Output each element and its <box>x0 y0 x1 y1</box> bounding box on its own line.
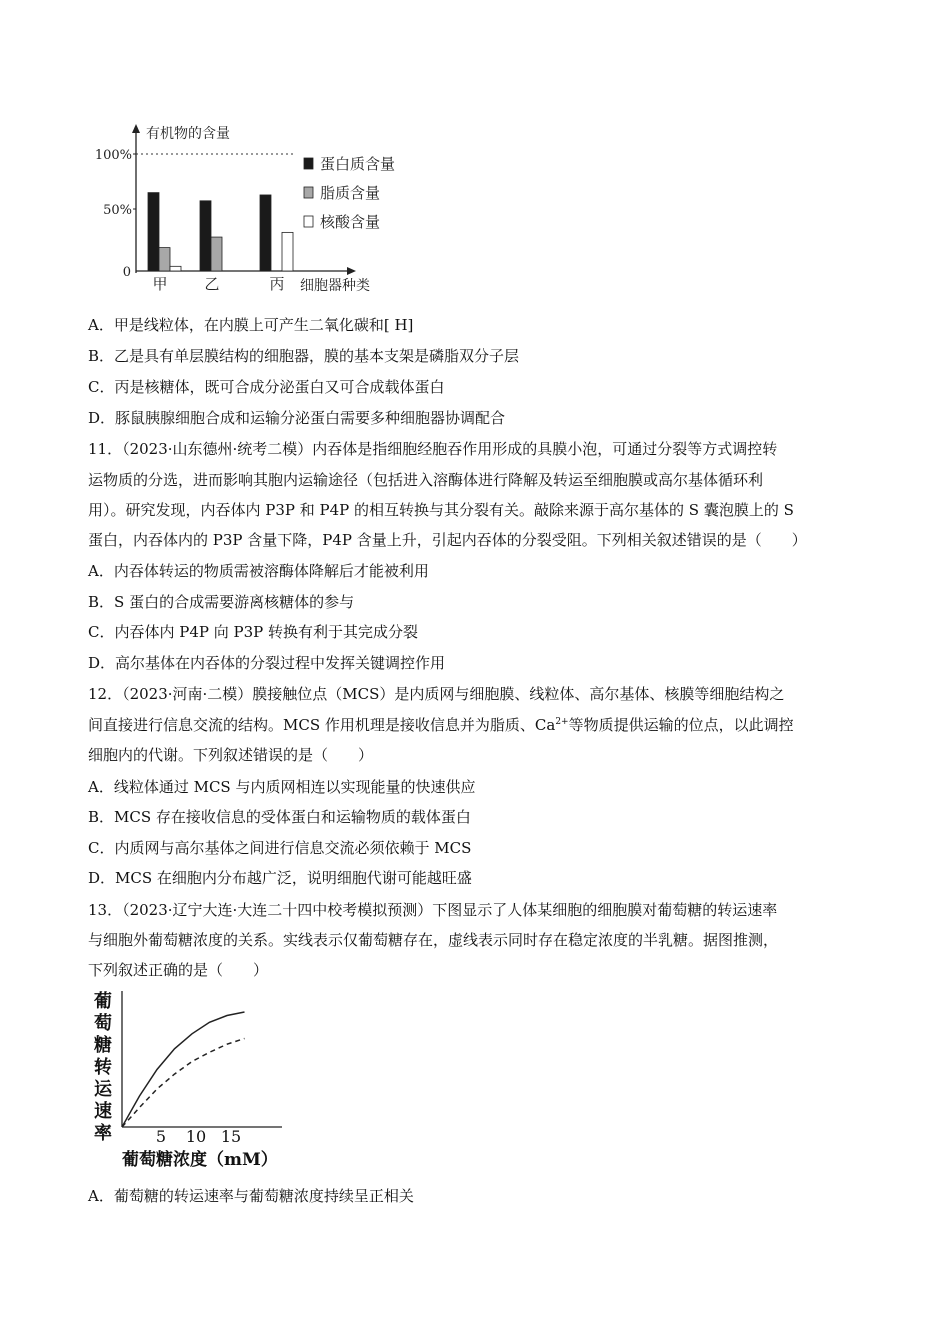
bar-2-0 <box>260 195 271 271</box>
q11-option-d: D．高尔基体在内吞体的分裂过程中发挥关键调控作用 <box>88 654 446 672</box>
q12-option-a: A．线粒体通过 MCS 与内质网相连以实现能量的快速供应 <box>88 778 476 796</box>
q11-stem-line4: 蛋白，内吞体内的 P3P 含量下降，P4P 含量上升，引起内吞体的分裂受阻。下列相关叙述错误的是（ ） <box>88 531 807 549</box>
calcium-charge: 2+ <box>555 717 569 727</box>
q10-option-c: C．丙是核糖体，既可合成分泌蛋白又可合成载体蛋白 <box>88 378 445 396</box>
category-label-1: 乙 <box>204 275 220 293</box>
bar-0-0 <box>148 193 159 271</box>
x-tick-labels <box>156 1127 241 1146</box>
bar-1-0 <box>200 201 211 271</box>
y-label-char: 转 <box>94 1057 112 1078</box>
bar-0-1 <box>159 248 170 271</box>
y-label-char: 糖 <box>94 1035 112 1056</box>
q11-stem-line1: 11．（2023·山东德州·统考二模）内吞体是指细胞经胞吞作用形成的具膜小泡，可通过分裂等方式调控转 <box>88 440 778 458</box>
q12-option-d: D．MCS 在细胞内分布越广泛，说明细胞代谢可能越旺盛 <box>88 869 472 887</box>
q10-option-b: B．乙是具有单层膜结构的细胞器，膜的基本支架是磷脂双分子层 <box>88 347 520 365</box>
galactose-present-curve <box>122 1039 245 1128</box>
y-tick-label-50: 50% <box>103 203 132 218</box>
category-label-2: 丙 <box>269 275 285 293</box>
legend-label-1: 脂质含量 <box>320 184 381 202</box>
q13-stem-line1: 13．（2023·辽宁大连·大连二十四中校考模拟预测）下图显示了人体某细胞的细胞膜对葡萄糖的转运速率 <box>88 901 778 919</box>
legend-swatch-1 <box>304 187 313 198</box>
q11-option-c: C．内吞体内 P4P 向 P3P 转换有利于其完成分裂 <box>88 623 419 641</box>
glucose-only-curve <box>122 1012 245 1127</box>
x-axis-label: 细胞器种类 <box>300 278 370 294</box>
q12-stem-line3: 细胞内的代谢。下列叙述错误的是（ ） <box>88 746 374 764</box>
y-axis-label: 有机物的含量 <box>146 126 230 142</box>
x-tick-label-1: 10 <box>185 1127 207 1146</box>
y-label-char: 运 <box>94 1079 112 1100</box>
y-label-char: 萄 <box>94 1013 112 1034</box>
q11-option-b: B．S 蛋白的合成需要游离核糖体的参与 <box>88 593 355 611</box>
y-label-char: 葡 <box>94 991 112 1012</box>
legend <box>304 155 395 231</box>
legend-swatch-2 <box>304 216 313 227</box>
q12-line2-part2: 等物质提供运输的位点，以此调控 <box>568 716 794 734</box>
y-tick-label-100: 100% <box>94 148 132 163</box>
category-labels <box>152 275 284 293</box>
q12-stem-line2 <box>88 715 863 735</box>
y-tick-label-0: 0 <box>122 265 131 280</box>
x-tick-label-2: 15 <box>220 1127 242 1146</box>
x-axis-arrow <box>347 267 356 275</box>
bar-1-1 <box>211 237 222 271</box>
x-axis-label: 葡萄糖浓度（mM） <box>122 1150 278 1170</box>
q13-stem-line2: 与细胞外葡萄糖浓度的关系。实线表示仅葡萄糖存在，虚线表示同时存在稳定浓度的半乳糖。据图推测， <box>88 931 779 949</box>
glucose-transport-chart <box>86 985 306 1175</box>
q11-stem-line3: 用）。研究发现，内吞体内 P3P 和 P4P 的相互转换与其分裂有关。敲除来源于高尔基体的 S 囊泡膜上的 S <box>88 501 794 519</box>
q10-option-a: A．甲是线粒体，在内膜上可产生二氧化碳和[ H] <box>88 316 414 334</box>
y-label-char: 速 <box>94 1101 112 1122</box>
q11-stem-line2: 运物质的分选，进而影响其胞内运输途径（包括进入溶酶体进行降解及转运至细胞膜或高尔基体循环利 <box>88 471 764 489</box>
bar-group <box>148 193 293 271</box>
y-axis-arrow <box>132 124 140 133</box>
organelle-bar-chart <box>88 118 428 303</box>
q12-option-c: C．内质网与高尔基体之间进行信息交流必须依赖于 MCS <box>88 839 472 857</box>
y-axis-label <box>94 991 113 1144</box>
legend-label-2: 核酸含量 <box>320 213 381 231</box>
q13-stem-line3: 下列叙述正确的是（ ） <box>88 961 269 979</box>
q10-option-d: D．豚鼠胰腺细胞合成和运输分泌蛋白需要多种细胞器协调配合 <box>88 409 506 427</box>
legend-swatch-0 <box>304 158 313 169</box>
q12-stem-line1: 12．（2023·河南·二模）膜接触位点（MCS）是内质网与细胞膜、线粒体、高尔基体、核膜等细胞结构之 <box>88 685 785 703</box>
q11-option-a: A．内吞体转运的物质需被溶酶体降解后才能被利用 <box>88 562 429 580</box>
category-label-0: 甲 <box>152 275 168 293</box>
q12-option-b: B．MCS 存在接收信息的受体蛋白和运输物质的载体蛋白 <box>88 808 471 826</box>
bar-0-2 <box>170 266 181 271</box>
x-tick-label-0: 5 <box>155 1127 167 1146</box>
bar-2-2 <box>282 232 293 271</box>
q12-line2-part1: 间直接进行信息交流的结构。MCS 作用机理是接收信息并为脂质、Ca <box>88 716 556 734</box>
q13-option-a: A．葡萄糖的转运速率与葡萄糖浓度持续呈正相关 <box>88 1187 414 1205</box>
y-label-char: 率 <box>94 1123 112 1144</box>
legend-label-0: 蛋白质含量 <box>320 155 396 173</box>
